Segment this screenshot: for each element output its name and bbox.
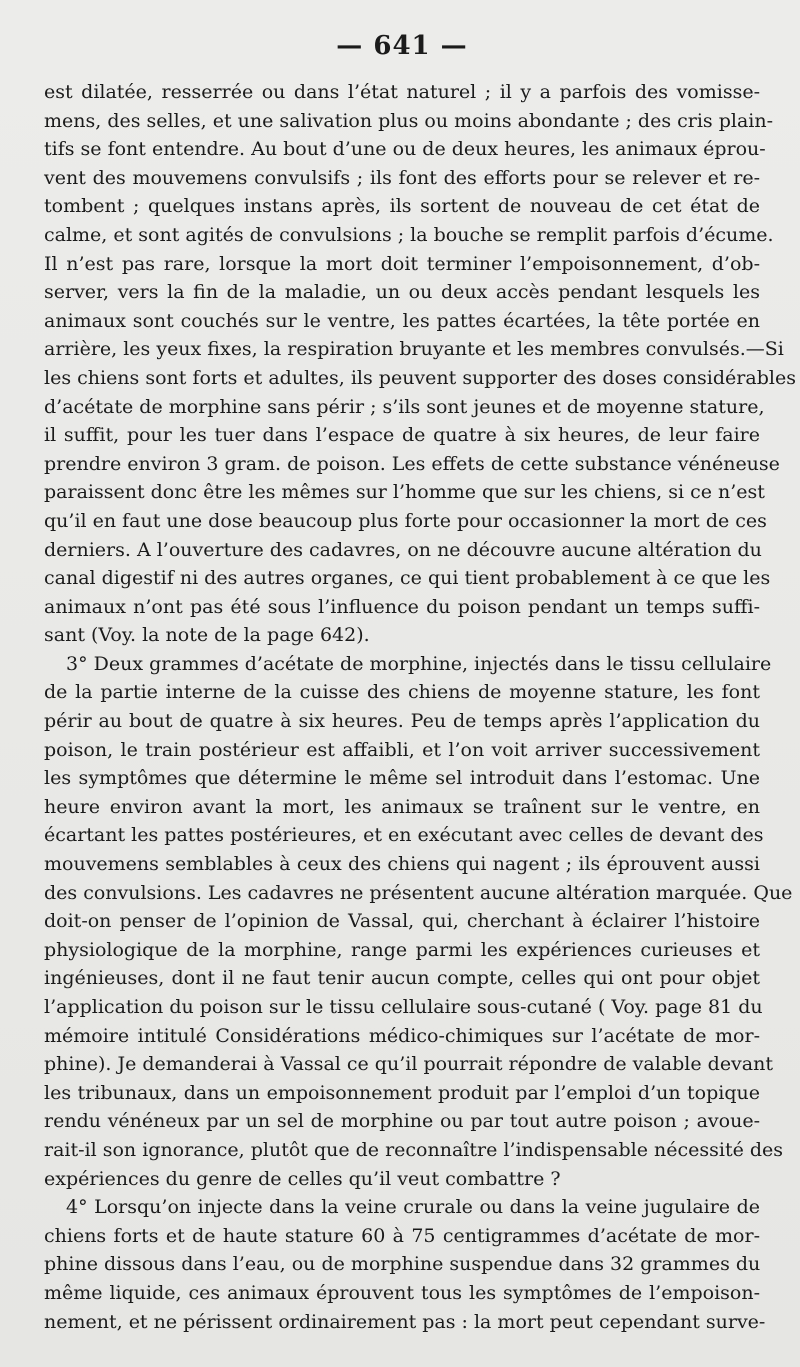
text-line: les tribunaux, dans un empoisonnement produit par l’emploi d’un topique (44, 1081, 760, 1104)
text-line: poison, le train postérieur est affaibli, et l’on voit arriver successivement (44, 738, 760, 761)
text-line: mouvemens semblables à ceux des chiens qui nagent ; ils éprouvent aussi (44, 853, 760, 876)
text-line: heure environ avant la mort, les animaux se traînent sur le ventre, en (44, 795, 760, 818)
text-line: phine). Je demanderai à Vassal ce qu’il pourrait répondre de valable devant (44, 1053, 773, 1076)
text-line: périr au bout de quatre à six heures. Peu de temps après l’application du (44, 710, 760, 733)
text-line: animaux n’ont pas été sous l’influence du poison pendant un temps suffi- (44, 595, 760, 618)
text-line: doit-on penser de l’opinion de Vassal, qui, cherchant à éclairer l’histoire (44, 910, 760, 933)
text-line: d’acétate de morphine sans périr ; s’ils sont jeunes et de moyenne stature, (44, 395, 765, 418)
text-line: 4° Lorsqu’on injecte dans la veine crurale ou dans la veine jugulaire de (66, 1196, 760, 1219)
text-line: est dilatée, resserrée ou dans l’état naturel ; il y a parfois des vomisse- (44, 81, 760, 103)
text-line: même liquide, ces animaux éprouvent tous les symptômes de l’empoison- (44, 1281, 760, 1304)
text-line: qu’il en faut une dose beaucoup plus forte pour occasionner la mort de ces (44, 509, 767, 532)
text-line: Il n’est pas rare, lorsque la mort doit terminer l’empoisonnement, d’ob- (44, 252, 760, 275)
text-line: vent des mouvemens convulsifs ; ils font des efforts pour se relever et re- (44, 166, 760, 189)
text-line: tifs se font entendre. Au bout d’une ou de deux heures, les animaux éprou- (44, 138, 766, 161)
text-line: physiologique de la morphine, range parmi les expériences curieuses et (44, 938, 760, 961)
text-line: ingénieuses, dont il ne faut tenir aucun compte, celles qui ont pour objet (44, 967, 760, 990)
text-line: mémoire intitulé Considérations médico-chimiques sur l’acétate de mor- (44, 1024, 760, 1047)
text-line: prendre environ 3 gram. de poison. Les effets de cette substance vénéneuse (44, 452, 780, 475)
text-line: animaux sont couchés sur le ventre, les pattes écartées, la tête portée en (44, 309, 760, 332)
text-line: il suffit, pour les tuer dans l’espace de quatre à six heures, de leur faire (44, 424, 760, 447)
text-line: canal digestif ni des autres organes, ce qui tient probablement à ce que les (44, 567, 771, 590)
text-line: écartant les pattes postérieures, et en exécutant avec celles de devant des (44, 824, 764, 847)
text-line: paraissent donc être les mêmes sur l’homme que sur les chiens, si ce n’est (44, 481, 765, 504)
text-line: tombent ; quelques instans après, ils sortent de nouveau de cet état de (44, 195, 760, 218)
body-text (44, 78, 796, 1336)
text-line: rait-il son ignorance, plutôt que de reconnaître l’indispensable nécessité des (44, 1138, 784, 1161)
page-number: — 641 — (336, 31, 468, 61)
text-line: arrière, les yeux fixes, la respiration bruyante et les membres convulsés.—Si (44, 338, 784, 361)
text-line: nement, et ne périssent ordinairement pas : la mort peut cependant surve- (44, 1310, 766, 1333)
text-line: des convulsions. Les cadavres ne présentent aucune altération marquée. Que (44, 881, 793, 904)
text-line: 3° Deux grammes d’acétate de morphine, injectés dans le tissu cellulaire (66, 652, 772, 675)
paragraph-2 (44, 650, 793, 1193)
text-line: derniers. A l’ouverture des cadavres, on ne découvre aucune altération du (44, 538, 762, 561)
text-line: chiens forts et de haute stature 60 à 75 centigrammes d’acétate de mor- (44, 1224, 760, 1247)
text-line: expériences du genre de celles qu’il veut combattre ? (44, 1167, 561, 1190)
paragraph-1 (44, 78, 796, 650)
text-line: rendu vénéneux par un sel de morphine ou par tout autre poison ; avoue- (44, 1110, 760, 1133)
text-line: calme, et sont agités de convulsions ; la bouche se remplit parfois d’écume. (44, 223, 774, 246)
text-line: les chiens sont forts et adultes, ils peuvent supporter des doses considérables (44, 366, 796, 389)
text-line: les symptômes que détermine le même sel introduit dans l’estomac. Une (44, 767, 760, 790)
text-line: l’application du poison sur le tissu cellulaire sous-cutané ( Voy. page 81 du (44, 996, 763, 1018)
text-line: mens, des selles, et une salivation plus ou moins abondante ; des cris plain- (44, 109, 774, 132)
text-line: phine dissous dans l’eau, ou de morphine suspendue dans 32 grammes du (44, 1253, 761, 1276)
text-line: sant (Voy. la note de la page 642). (44, 624, 370, 647)
paragraph-3 (44, 1193, 766, 1336)
text-line: server, vers la fin de la maladie, un ou deux accès pendant lesquels les (44, 281, 760, 304)
text-line: de la partie interne de la cuisse des chiens de moyenne stature, les font (44, 681, 760, 704)
